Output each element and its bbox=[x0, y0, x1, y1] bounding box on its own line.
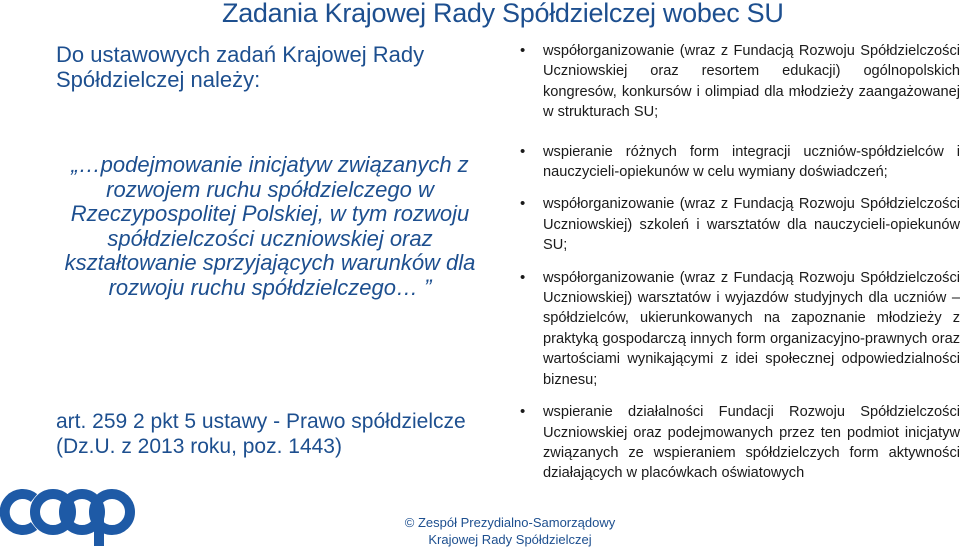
intro-text: Do ustawowych zadań Krajowej Rady Spółdzielczej należy: bbox=[56, 42, 425, 92]
footer-credit bbox=[380, 514, 640, 548]
task-item: • współorganizowanie (wraz z Fundacją Rozwoju Spółdzielczości Uczniowskiej) warsztatów i wyjazdów studyjnych dla uczniów – spółdzielców, ukierunkowanych na zapoznanie młodzieży z praktyką gospodarczą innych form organizacyjno-prawnych oraz wartościami wynikającymi z idei społecznej odpowiedzialności biznesu; bbox=[520, 268, 960, 390]
coop-logo-c bbox=[5, 494, 34, 530]
footer-line-2: Krajowej Rady Spółdzielczej bbox=[428, 532, 592, 547]
task-item: • wspieranie działalności Fundacji Rozwoju Spółdzielczości Uczniowskiej oraz podejmowanych przez ten podmiot inicjatyw związanych ze wspieraniem spółdzielczych form aktywności działających w placówkach oświatowych bbox=[520, 402, 960, 484]
task-item: • współorganizowanie (wraz z Fundacją Rozwoju Spółdzielczości Uczniowskiej) szkoleń i warsztatów dla nauczycieli-opiekunów SU; bbox=[520, 194, 960, 255]
slide-title: Zadania Krajowej Rady Spółdzielczej wobec SU bbox=[222, 0, 784, 28]
statute-quote: „…podejmowanie inicjatyw związanych z rozwojem ruchu spółdzielczego w Rzeczypospolitej Polskiej, w tym rozwoju spółdzielczości uczniowskiej oraz kształtowanie sprzyjających warunków dla rozwoju ruchu spółdzielczego… ” bbox=[64, 152, 476, 300]
footer-line-1: © Zespół Prezydialno-Samorządowy bbox=[404, 515, 616, 530]
task-item: • wspieranie różnych form integracji uczniów-spółdzielców i nauczycieli-opiekunów w celu wymiany doświadczeń; bbox=[520, 142, 960, 183]
statute-citation: art. 259 2 pkt 5 ustawy - Prawo spółdzielcze (Dz.U. z 2013 roku, poz. 1443) bbox=[56, 410, 466, 458]
tasks-list bbox=[520, 41, 960, 484]
coop-logo bbox=[0, 478, 140, 546]
task-item: • współorganizowanie (wraz z Fundacją Rozwoju Spółdzielczości Uczniowskiej oraz resortem edukacji) ogólnopolskich kongresów, konkursów i olimpiad dla młodzieży zaangażowanej w strukturach SU; bbox=[520, 41, 960, 123]
